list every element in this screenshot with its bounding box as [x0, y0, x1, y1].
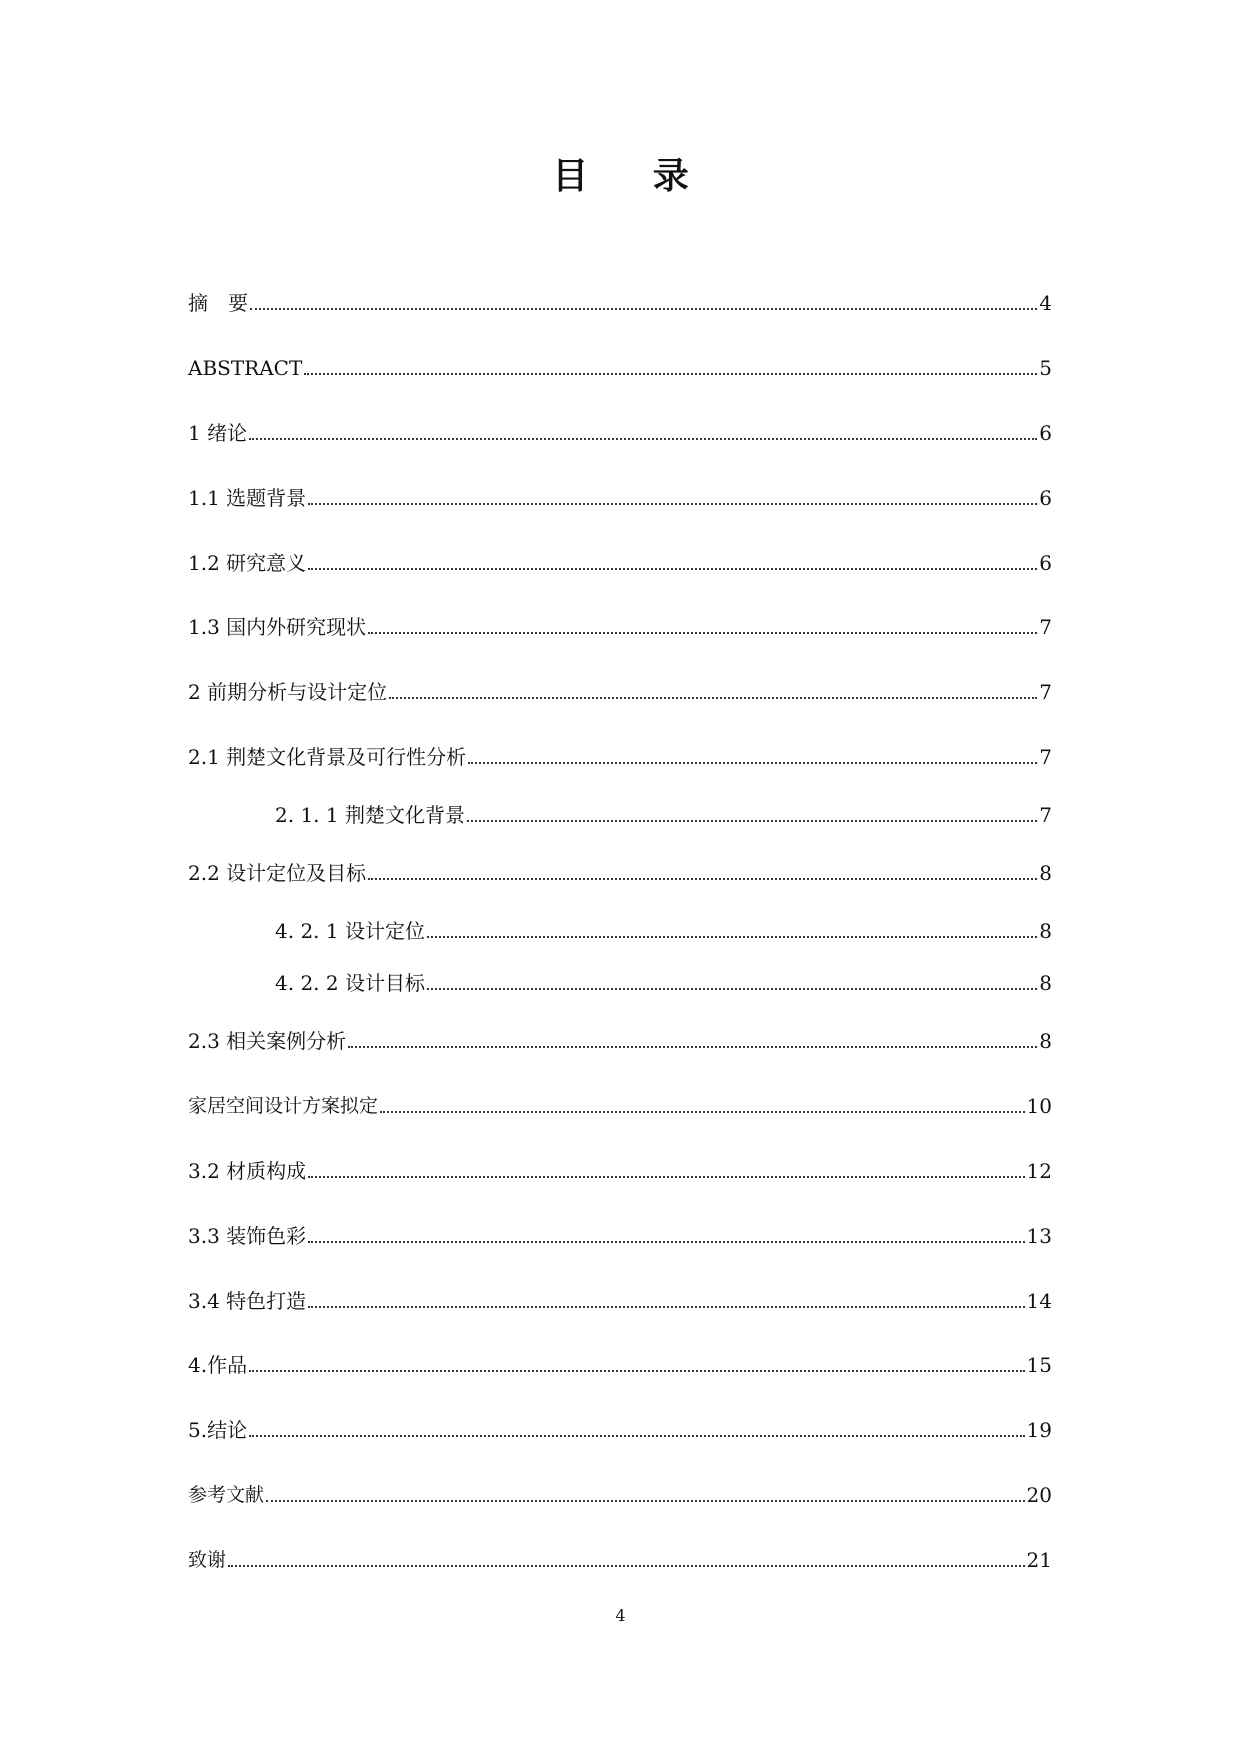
toc-page-number: 12	[1026, 1159, 1052, 1183]
toc-page-number: 15	[1026, 1353, 1052, 1377]
toc-entry-1[interactable]	[188, 416, 1052, 446]
toc-label: 2.1 荆楚文化背景及可行性分析	[188, 745, 467, 769]
toc-leader-dots	[368, 878, 1037, 880]
toc-leader-dots	[249, 438, 1037, 440]
toc-label: 3.3 装饰色彩	[188, 1224, 307, 1248]
toc-entry-3-3[interactable]	[188, 1219, 1052, 1249]
toc-entry-2[interactable]	[188, 675, 1052, 705]
toc-leader-dots	[308, 568, 1037, 570]
toc-label: 4. 2. 2 设计目标	[275, 971, 425, 995]
page-number: 4	[615, 1606, 626, 1625]
toc-page-number: 7	[1039, 745, 1052, 769]
toc-page-number: 7	[1039, 615, 1052, 639]
toc-entry-1-2[interactable]	[188, 546, 1052, 576]
toc-page-number: 7	[1039, 803, 1052, 827]
toc-page-number: 6	[1039, 421, 1052, 445]
toc-page-number: 8	[1039, 919, 1052, 943]
toc-leader-dots	[249, 1435, 1024, 1437]
toc-entry-4-2-2[interactable]	[275, 966, 1052, 996]
toc-leader-dots	[308, 503, 1037, 505]
toc-label: 2 前期分析与设计定位	[188, 680, 388, 704]
toc-label: 2.3 相关案例分析	[188, 1029, 347, 1053]
toc-page-number: 7	[1039, 680, 1052, 704]
toc-page-number: 6	[1039, 486, 1052, 510]
toc-entry-2-1-1[interactable]	[275, 798, 1052, 828]
toc-entry-abstract-cn[interactable]	[188, 286, 1052, 316]
toc-leader-dots	[427, 936, 1037, 938]
toc-leader-dots	[228, 1565, 1025, 1567]
toc-entry-3-2[interactable]	[188, 1154, 1052, 1184]
toc-label: 致谢	[188, 1549, 227, 1571]
toc-leader-dots	[266, 1500, 1025, 1502]
toc-entry-5[interactable]	[188, 1413, 1052, 1443]
page-title: 目 录	[552, 156, 715, 197]
toc-label: 2. 1. 1 荆楚文化背景	[275, 803, 465, 827]
toc-entry-abstract-en[interactable]	[188, 351, 1052, 381]
toc-leader-dots	[468, 762, 1037, 764]
toc-label: 1.2 研究意义	[188, 551, 307, 575]
toc-entry-1-1[interactable]	[188, 481, 1052, 511]
toc-label: 1.3 国内外研究现状	[188, 615, 367, 639]
toc-label: 3.4 特色打造	[188, 1289, 307, 1313]
toc-label: ABSTRACT	[188, 356, 303, 380]
toc-page-number: 8	[1039, 861, 1052, 885]
toc-entry-3-4[interactable]	[188, 1284, 1052, 1314]
toc-page-number: 8	[1039, 971, 1052, 995]
toc-label: 家居空间设计方案拟定	[188, 1095, 379, 1117]
toc-leader-dots	[467, 820, 1037, 822]
toc-entry-2-2[interactable]	[188, 856, 1052, 886]
toc-page-number: 14	[1026, 1289, 1052, 1313]
toc-page-number: 6	[1039, 551, 1052, 575]
toc-leader-dots	[380, 1111, 1025, 1113]
toc-label: 1.1 选题背景	[188, 486, 307, 510]
toc-leader-dots	[249, 1370, 1024, 1372]
toc-page-number: 21	[1026, 1548, 1052, 1572]
toc-entry-1-3[interactable]	[188, 610, 1052, 640]
toc-leader-dots	[308, 1176, 1024, 1178]
toc-leader-dots	[427, 988, 1037, 990]
toc-label: 5.结论	[188, 1418, 248, 1442]
toc-page-number: 19	[1026, 1418, 1052, 1442]
toc-label: 2.2 设计定位及目标	[188, 861, 367, 885]
toc-entry-3[interactable]	[188, 1089, 1052, 1119]
toc-leader-dots	[308, 1241, 1024, 1243]
toc-leader-dots	[304, 373, 1037, 375]
toc-leader-dots	[308, 1306, 1024, 1308]
toc-entry-2-1[interactable]	[188, 740, 1052, 770]
toc-label: 摘 要	[188, 291, 248, 315]
toc-page-number: 20	[1026, 1483, 1052, 1507]
toc-leader-dots	[389, 697, 1037, 699]
toc-entry-4[interactable]	[188, 1348, 1052, 1378]
toc-leader-dots	[348, 1046, 1037, 1048]
toc-page-number: 5	[1039, 356, 1052, 380]
toc-leader-dots	[250, 308, 1037, 310]
toc-page-number: 13	[1026, 1224, 1052, 1248]
toc-label: 参考文献	[188, 1484, 265, 1506]
toc-entry-4-2-1[interactable]	[275, 914, 1052, 944]
toc-label: 4.作品	[188, 1353, 248, 1377]
toc-page-number: 8	[1039, 1029, 1052, 1053]
toc-leader-dots	[368, 632, 1037, 634]
toc-entry-references[interactable]	[188, 1478, 1052, 1508]
toc-page-number: 4	[1039, 291, 1052, 315]
toc-label: 4. 2. 1 设计定位	[275, 919, 425, 943]
toc-label: 3.2 材质构成	[188, 1159, 307, 1183]
toc-entry-acknowledgements[interactable]	[188, 1543, 1052, 1573]
toc-page-number: 10	[1026, 1094, 1052, 1118]
toc-entry-2-3[interactable]	[188, 1024, 1052, 1054]
toc-label: 1 绪论	[188, 421, 248, 445]
